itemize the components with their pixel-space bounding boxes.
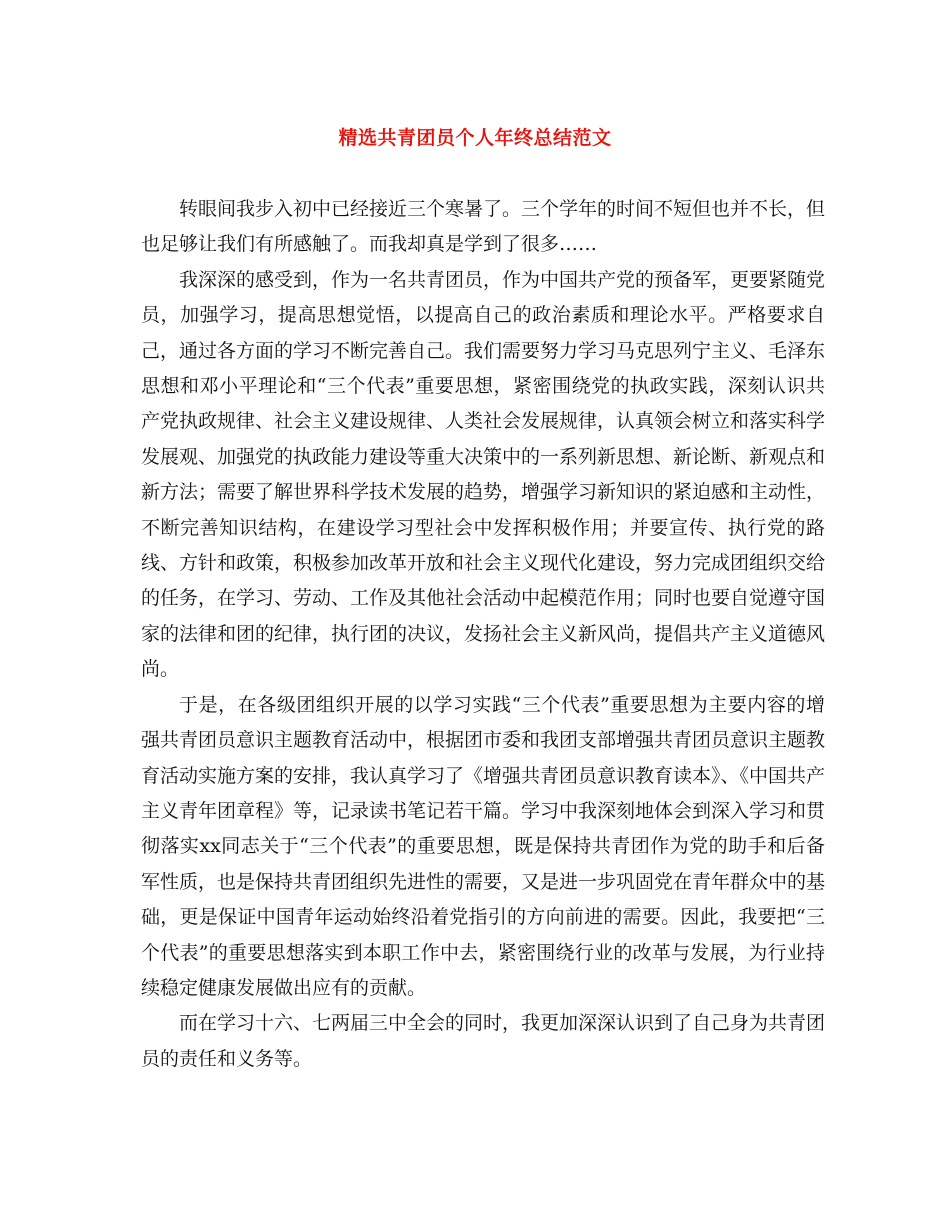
document-body: [141, 192, 825, 1077]
paragraph-3: 于是，在各级团组织开展的以学习实践“三个代表”重要思想为主要内容的增强共青团员意识主题教育活动中，根据团市委和我团支部增强共青团员意识主题教育活动实施方案的安排，我认真学习了《增强共青团员意识教育读本》、《中国共产主义青年团章程》等，记录读书笔记若干篇。学习中我深刻地体会到深入学习和贯彻落实xx同志关于“三个代表”的重要思想，既是保持共青团作为党的助手和后备军性质，也是保持共青团组织先进性的需要，又是进一步巩固党在青年群众中的基础，更是保证中国青年运动始终沿着党指引的方向前进的需要。因此，我要把“三个代表”的重要思想落实到本职工作中去，紧密围绕行业的改革与发展，为行业持续稳定健康发展做出应有的贡献。: [141, 693, 826, 999]
document-title: 精选共青团员个人年终总结范文: [338, 127, 612, 149]
paragraph-4: 而在学习十六、七两届三中全会的同时，我更加深深认识到了自己身为共青团员的责任和义务等。: [141, 1012, 826, 1070]
paragraph-1: 转眼间我步入初中已经接近三个寒暑了。三个学年的时间不短但也并不长，但也足够让我们有所感触了。而我却真是学到了很多……: [141, 198, 826, 256]
paragraph-2: 我深深的感受到，作为一名共青团员，作为中国共产党的预备军，更要紧随党员，加强学习，提高思想觉悟，以提高自己的政治素质和理论水平。严格要求自己，通过各方面的学习不断完善自己。我们需要努力学习马克思列宁主义、毛泽东思想和邓小平理论和“三个代表”重要思想，紧密围绕党的执政实践，深刻认识共产党执政规律、社会主义建设规律、人类社会发展规律，认真领会树立和落实科学发展观、加强党的执政能力建设等重大决策中的一系列新思想、新论断、新观点和新方法；需要了解世界科学技术发展的趋势，增强学习新知识的紧迫感和主动性，不断完善知识结构，在建设学习型社会中发挥积极作用；并要宣传、执行党的路线、方针和政策，积极参加改革开放和社会主义现代化建设，努力完成团组织交给的任务，在学习、劳动、工作及其他社会活动中起模范作用；同时也要自觉遵守国家的法律和团的纪律，执行团的决议，发扬社会主义新风尚，提倡共产主义道德风尚。: [141, 268, 826, 681]
